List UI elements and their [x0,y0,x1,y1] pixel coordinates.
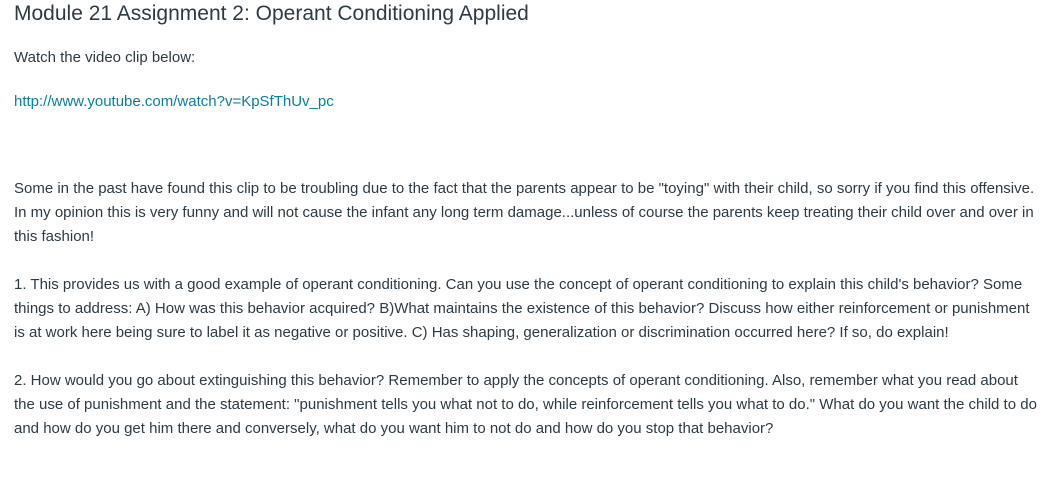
disclaimer-paragraph: Some in the past have found this clip to be troubling due to the fact that the parents appear to be "toying" with their child, so sorry if you find this offensive. In my opinion this is very funny and will not cause the infant any long term damage...unless of course the parents keep treating their child over and over in this fashion! [14,180,1035,245]
video-link[interactable]: http://www.youtube.com/watch?v=KpSfThUv_pc [14,93,334,110]
intro-text: Watch the video clip below: [14,49,196,66]
page-title: Module 21 Assignment 2: Operant Conditioning Applied [14,2,529,25]
question-2-paragraph: 2. How would you go about extinguishing this behavior? Remember to apply the concepts of operant conditioning. Also, remember what you read about the use of punishment and the statement: "punishment tells you what not to do, while reinforcement tells you what to do." What do you want the child to do and how do you get him there and conversely, what do you want him to not do and how do you stop that behavior? [14,372,1037,437]
question-1-paragraph: 1. This provides us with a good example of operant conditioning. Can you use the concept of operant conditioning to explain this child's behavior? Some things to address: A) How was this behavior acquired? B)What maintains the existence of this behavior? Discuss how either reinforcement or punishment is at work here being sure to label it as negative or positive. C) Has shaping, generalization or discrimination occurred here? If so, do explain! [14,276,1030,341]
